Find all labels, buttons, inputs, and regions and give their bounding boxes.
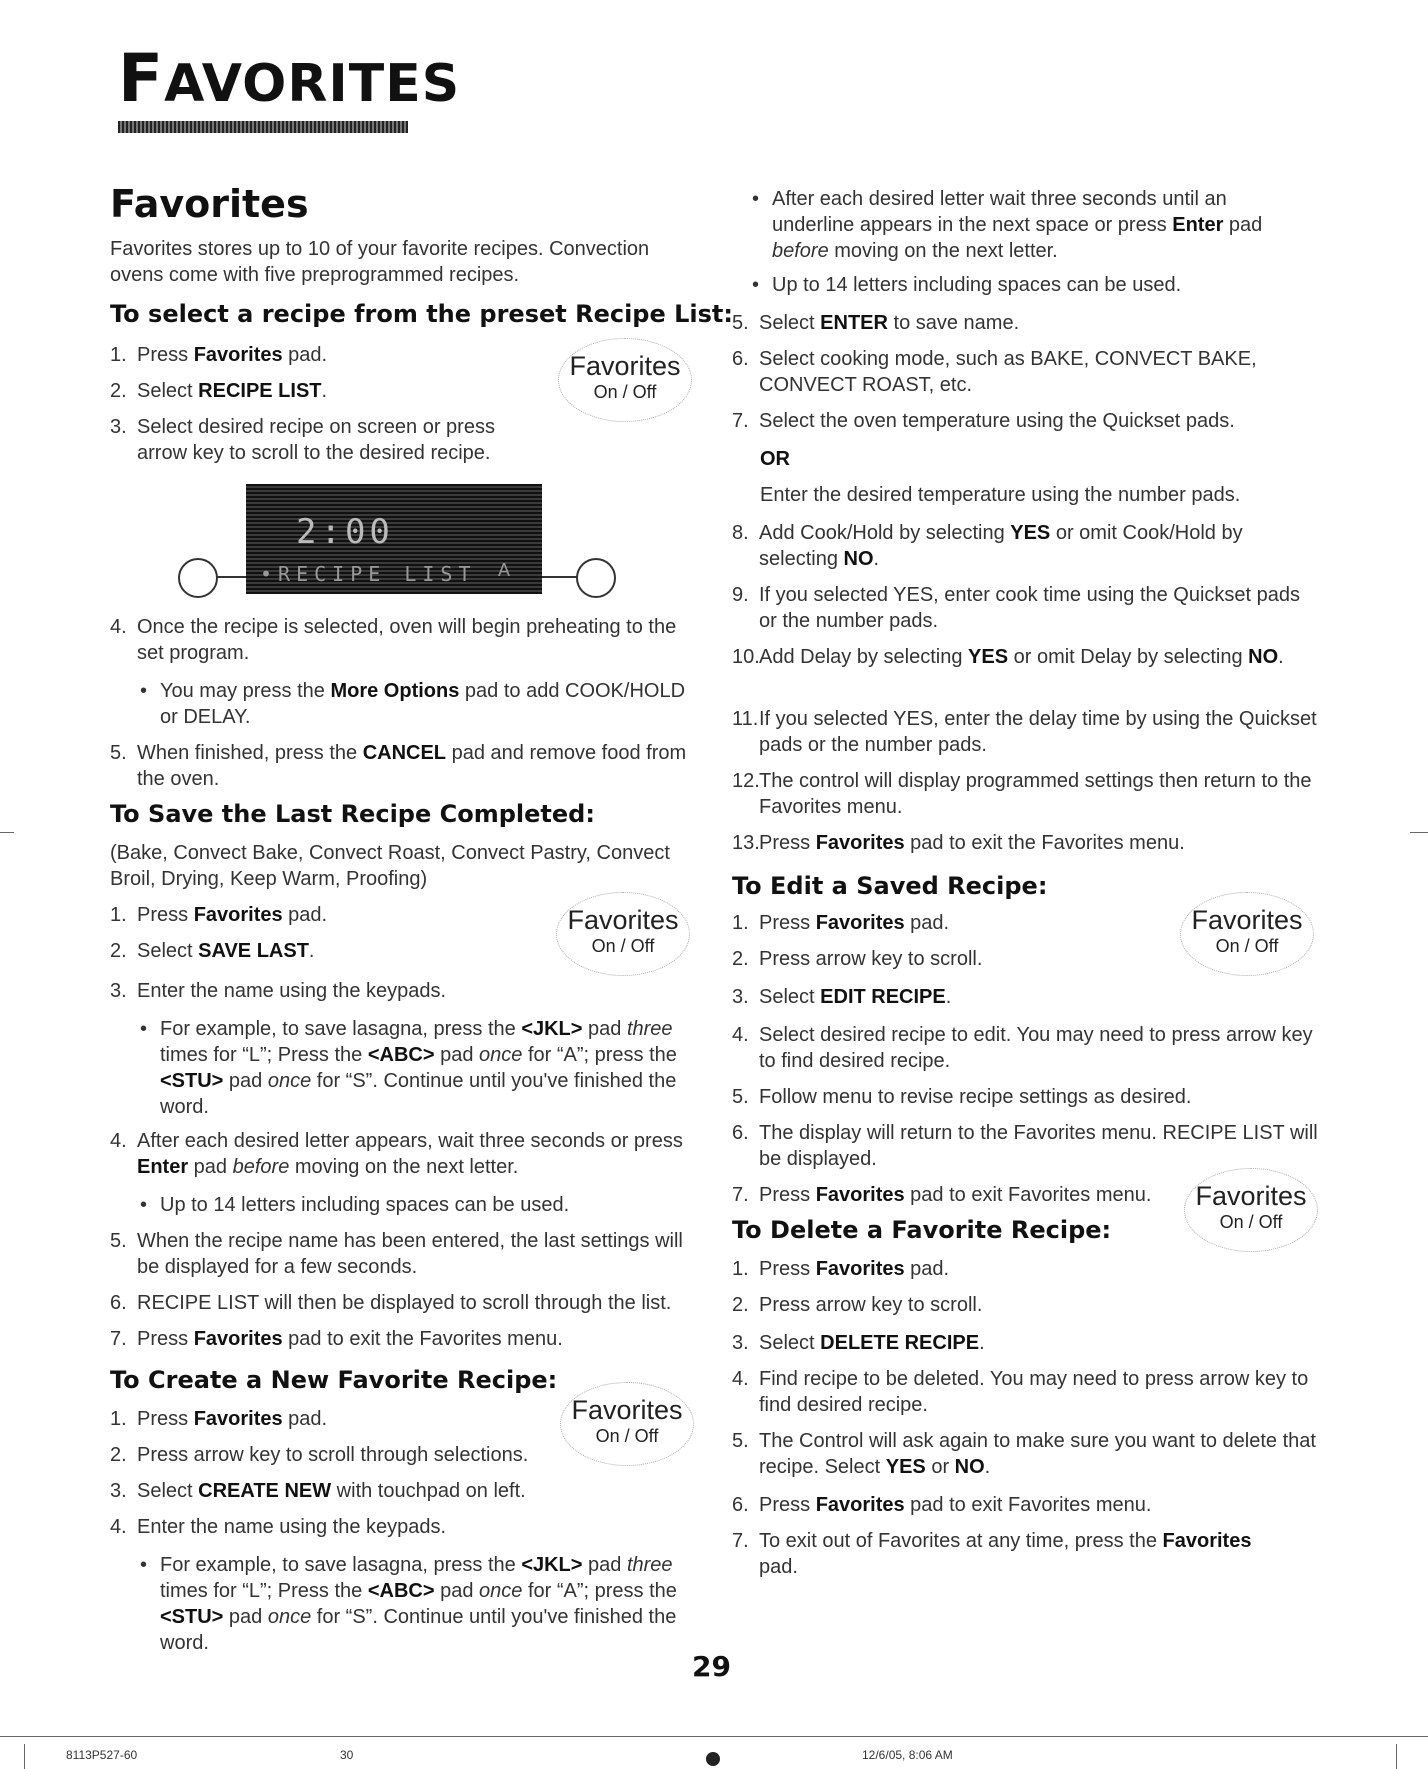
- left-touchpad-icon: [178, 558, 218, 598]
- list-item: 6. The display will return to the Favorites menu. RECIPE LIST will be displayed.: [732, 1122, 1318, 1170]
- list-item: 8. Add Cook/Hold by selecting YES or omit Cook/Hold by selecting NO.: [732, 522, 1243, 570]
- list-item: 1. Press Favorites pad.: [732, 1258, 950, 1280]
- favorites-pad-icon: Favorites On / Off: [558, 338, 692, 422]
- list-item: 9. If you selected YES, enter cook time using the Quickset pads or the number pads.: [732, 584, 1301, 632]
- list-item: 6. RECIPE LIST will then be displayed to scroll through the list.: [110, 1292, 672, 1314]
- list-item: 1. Press Favorites pad.: [110, 1408, 328, 1430]
- list-item: 2. Press arrow key to scroll.: [732, 1294, 983, 1316]
- page-header: [118, 40, 460, 133]
- list-item: 3. Select CREATE NEW with touchpad on left.: [110, 1480, 526, 1502]
- list-item: 5. Select ENTER to save name.: [732, 312, 1020, 334]
- list-item: 13. Press Favorites pad to exit the Favorites menu.: [732, 832, 1185, 854]
- favorites-pad-icon: Favorites On / Off: [1180, 892, 1314, 976]
- list-item: 4. Once the recipe is selected, oven will begin preheating to the set program.: [110, 616, 677, 664]
- list-item: 2. Press arrow key to scroll.: [732, 948, 983, 970]
- registration-mark-left: [0, 832, 14, 833]
- list-item: 5. When the recipe name has been entered, the last settings will be displayed for a few seconds.: [110, 1230, 683, 1278]
- list-item: 2. Press arrow key to scroll through selections.: [110, 1444, 529, 1466]
- list-item: 4. After each desired letter appears, wait three seconds or press Enter pad before moving on the next letter.: [110, 1130, 683, 1178]
- alt-temperature-text: Enter the desired temperature using the number pads.: [760, 484, 1241, 506]
- list-item: 7. To exit out of Favorites at any time, press the Favorites pad.: [732, 1530, 1252, 1578]
- list-item: 3. Select EDIT RECIPE.: [732, 986, 952, 1008]
- registration-target-icon: [706, 1752, 720, 1766]
- oven-display: [246, 484, 542, 594]
- list-item: 6. Select cooking mode, such as BAKE, CONVECT BAKE, CONVECT ROAST, etc.: [732, 348, 1257, 396]
- favorites-pad-icon: Favorites On / Off: [556, 892, 690, 976]
- list-item: 7. Select the oven temperature using the Quickset pads.: [732, 410, 1235, 432]
- footer-date: 12/6/05, 8:06 AM: [862, 1748, 953, 1762]
- display-arrow-icon: A: [498, 560, 511, 580]
- intro-text: Favorites stores up to 10 of your favorite recipes. Convection ovens come with five preprogrammed recipes.: [110, 238, 650, 286]
- bullet-item: • You may press the More Options pad to add COOK/HOLD or DELAY.: [140, 680, 686, 728]
- heading-save-last: To Save the Last Recipe Completed:: [110, 800, 595, 828]
- list-item: 2. Select RECIPE LIST.: [110, 380, 328, 402]
- display-recipe-list: •RECIPE LIST: [260, 562, 477, 586]
- list-item: 3. Select desired recipe on screen or press arrow key to scroll to the desired recipe.: [110, 416, 495, 464]
- favorites-pad-icon: Favorites On / Off: [1184, 1168, 1318, 1252]
- list-item: 3. Enter the name using the keypads.: [110, 980, 447, 1002]
- heading-create-new: To Create a New Favorite Recipe:: [110, 1366, 558, 1394]
- page-number: 29: [692, 1650, 731, 1683]
- display-time: 2:00: [296, 512, 394, 552]
- footer-sheet: 30: [340, 1748, 354, 1762]
- bullet-item: • For example, to save lasagna, press the <JKL> pad three times for “L”; Press the <ABC> pad once for “A”; press the <STU> pad once for “S”. Continue until you've finished the word.: [140, 1554, 677, 1654]
- header-title: FAVORITES: [118, 40, 461, 117]
- footer-code: 8113P527-60: [66, 1748, 138, 1762]
- list-item: 4. Find recipe to be deleted. You may need to press arrow key to find desired recipe.: [732, 1368, 1309, 1416]
- favorites-pad-icon: Favorites On / Off: [560, 1382, 694, 1466]
- bullet-item: • For example, to save lasagna, press the <JKL> pad three times for “L”; Press the <ABC> pad once for “A”; press the <STU> pad once for “S”. Continue until you've finished the word.: [140, 1018, 677, 1118]
- bullet-item: • Up to 14 letters including spaces can be used.: [752, 274, 1182, 296]
- display-connector-left: [214, 576, 248, 578]
- bullet-item: • Up to 14 letters including spaces can be used.: [140, 1194, 570, 1216]
- list-item: 1. Press Favorites pad.: [732, 912, 950, 934]
- list-item: 2. Select SAVE LAST.: [110, 940, 315, 962]
- list-item: 12. The control will display programmed settings then return to the Favorites menu.: [732, 770, 1312, 818]
- list-item: 1. Press Favorites pad.: [110, 344, 328, 366]
- heading-select-preset: To select a recipe from the preset Recipe List:: [110, 300, 733, 328]
- list-item: 6. Press Favorites pad to exit Favorites menu.: [732, 1494, 1152, 1516]
- header-rule: [118, 121, 408, 133]
- list-item: 7. Press Favorites pad to exit the Favorites menu.: [110, 1328, 563, 1350]
- list-item: 10. Add Delay by selecting YES or omit Delay by selecting NO.: [732, 646, 1284, 668]
- trim-line: [0, 1736, 1428, 1737]
- list-item: 5. The Control will ask again to make sure you want to delete that recipe. Select YES or NO.: [732, 1430, 1316, 1478]
- list-item: 7. Press Favorites pad to exit Favorites menu.: [732, 1184, 1152, 1206]
- list-item: 5. When finished, press the CANCEL pad and remove food from the oven.: [110, 742, 687, 790]
- list-item: 1. Press Favorites pad.: [110, 904, 328, 926]
- registration-mark-right: [1410, 832, 1428, 833]
- list-item: 4. Select desired recipe to edit. You may need to press arrow key to find desired recipe.: [732, 1024, 1313, 1072]
- list-item: 11. If you selected YES, enter the delay time by using the Quickset pads or the number pads.: [732, 708, 1317, 756]
- list-item: 3. Select DELETE RECIPE.: [732, 1332, 985, 1354]
- crop-mark: [24, 1744, 25, 1769]
- display-connector-right: [542, 576, 578, 578]
- list-item: 4. Enter the name using the keypads.: [110, 1516, 447, 1538]
- bullet-item: • After each desired letter wait three seconds until an underline appears in the next space or press Enter pad before moving on the next letter.: [752, 188, 1263, 262]
- crop-mark: [1396, 1744, 1397, 1769]
- section-title: Favorites: [110, 182, 309, 226]
- list-item: 5. Follow menu to revise recipe settings as desired.: [732, 1086, 1192, 1108]
- heading-edit: To Edit a Saved Recipe:: [732, 872, 1048, 900]
- save-last-intro: (Bake, Convect Bake, Convect Roast, Convect Pastry, Convect Broil, Drying, Keep Warm, Proofing): [110, 842, 670, 890]
- right-touchpad-icon: [576, 558, 616, 598]
- heading-delete: To Delete a Favorite Recipe:: [732, 1216, 1112, 1244]
- or-label: OR: [760, 448, 790, 470]
